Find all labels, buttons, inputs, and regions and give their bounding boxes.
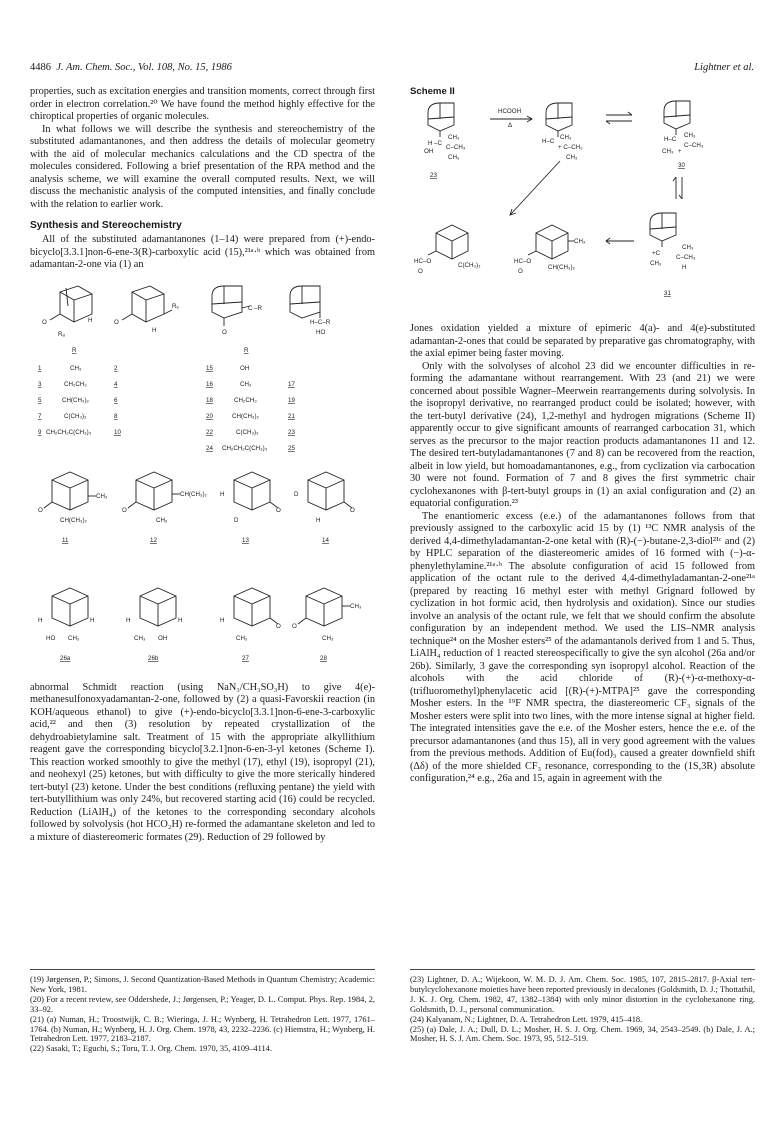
footnote: (24) Kalyanam, N.; Lightner, D. A. Tetrahedron Lett. 1979, 415–418. [410,1014,643,1024]
footnote: (25) (a) Dale, J. A.; Dull, D. L.; Mosher, H. S. J. Org. Chem. 1969, 34, 2543–2549. (b) Dale, J. A.; Mosher, H. S. J. Am. Chem. Soc. 1973, 95, 512–519. [410,1024,755,1044]
substituent: CH₃ [134,634,146,642]
substituent: D [294,490,299,498]
svg-text:CH₃: CH₃ [574,238,586,245]
substituent: CH₃ [156,516,168,524]
svg-text:+ C–CH₃: + C–CH₃ [558,144,583,151]
compound-number: 17 [288,380,295,388]
footnotes-left [30,969,375,1054]
svg-text:+C: +C [652,250,661,257]
substituent: H [316,516,321,524]
substituent: CH₃ [350,602,362,610]
table-right [206,365,295,452]
scheme-structure [414,225,481,275]
substituent: OH [158,634,168,642]
svg-text:O: O [292,622,297,630]
compound-number: 26b [148,654,159,662]
paragraph: All of the substituted adamantanones (1–14) were prepared from (+)-endo-bicyclo[3.3.1]non-6-ene-3(R)-carboxylic acid (15),²¹ᵃ·ᵇ which was obtained from adamantan-2-one via (1) an [30,234,375,270]
compound-number: 5 [38,396,42,404]
structures-figure [30,282,375,702]
header-author: Lightner et al. [694,62,754,73]
scheme-label: HC–O [414,258,432,265]
right-column [410,86,755,786]
svg-text:–C: –C [434,140,442,147]
page-number: 4486 [30,62,51,73]
scheme-label: OH [424,148,434,155]
reagent: HCOOH [498,108,522,115]
compound-number: 27 [242,654,249,662]
cage-structure [294,472,355,524]
svg-text:–R: –R [254,304,262,312]
footnote-rule [30,969,375,970]
left-column [30,86,375,844]
substituent: CH₂CH₃ [64,380,87,388]
compound-number: 14 [322,536,329,544]
substituent: OH [240,364,250,372]
svg-text:H: H [38,616,43,624]
footnote: (21) (a) Numan, H.; Troostwijk, C. B.; Wieringa, J. H.; Wynberg, H. Tetrahedron Lett. 1977, 1761–1764. (b) Numan, H.; Wynberg, H. J. Org. Chem. 1978, 43, 2232–2236. (c) Hiemstra, H.; Wynberg, H. Tetrahedron Lett. 1977, 2183–2187. [30,1014,375,1044]
compound-number: 13 [242,536,249,544]
paragraph: Jones oxidation yielded a mixture of epimeric 4(a)- and 4(e)-substituted adamantan-2-ones that could be separated by preparative gas chromatography, with the axial epimer being faster moving. [410,323,755,359]
footnote: (22) Sasaki, T.; Eguchi, S.; Toru, T. J. Org. Chem. 1970, 35, 4109–4114. [30,1044,272,1054]
svg-text:H–C: H–C [664,136,677,143]
svg-text:C: C [248,304,253,312]
substituent: HO [46,634,56,642]
scheme-structure [662,101,704,155]
cage-structure [126,588,182,642]
substituent: CH(CH₃)₂ [180,490,207,498]
scheme-label: CH₃ [684,132,696,139]
scheme-label: CH₃ [448,154,460,161]
svg-text:H–C–R: H–C–R [310,318,331,326]
substituent: CH₂CH₂C(CH₃)₃ [46,428,92,436]
scheme-label: CH₃ [448,134,460,141]
cage-structure [42,286,92,338]
paragraph: properties, such as excitation energies and transition moments, correct through first order in electron correlation.²⁰ We have found the method highly effective for the chiroptical properties of organic molecules. [30,86,375,122]
scheme-svg [410,99,755,317]
scheme-figure [410,99,755,317]
svg-text:C–CH₃: C–CH₃ [676,254,696,261]
svg-text:O: O [38,506,43,514]
substituent: C(CH₃)₃ [236,428,259,436]
substituent: CH₃ [322,634,334,642]
svg-text:H: H [220,616,225,624]
label-Re: Rₑ [172,302,179,310]
svg-text:+: + [678,148,682,155]
compound-number: 4 [114,380,118,388]
scheme-label: CH₃ [682,244,694,251]
scheme-label: O [418,268,423,275]
scheme-structure [650,213,696,271]
scheme-title: Scheme II [410,86,455,97]
compound-number: 24 [206,444,213,452]
header-left [30,62,232,73]
cage-structure [292,588,362,642]
table-left [38,365,121,436]
cage-structure [38,472,108,524]
compound-number: 8 [114,412,118,420]
cage-structure [290,286,331,336]
compound-number: 11 [62,536,69,544]
substituent: CH(CH₃)₂ [232,412,259,420]
table-header: R [244,346,249,354]
compound-number: 10 [114,428,121,436]
paragraph: Only with the solvolyses of alcohol 23 did we encounter difficulties in re-forming the adamantane without rearrangement. With 23 (and 21) we were concerned about possible Wagner–Meerwein rearrangements during solvolysis. In the isopropyl derivative, no rearranged product could be isolated; however, with the tert-butyl derivative (24), 1,2-methyl and hydrogen migrations (Scheme II) apparently occur to give significant amounts of rearranged carbocation 31, which serves as the precursor to the major reaction products adamantanones 11 and 12. The desired tert-butyladamantanones (7 and 8) can be recovered from the reaction, albeit in low yield, but homoadamantanones, e.g., from cyclization via carbocation 30 were not found. Formation of 7 and 8 gives the first symmetric chair cyclohexanones with β-tert-butyl groups in (1) an axial configuration and (2) an equatorial configuration.²³ [410,360,755,509]
svg-text:O: O [350,506,355,514]
scheme-structure [514,225,586,275]
scheme-label: CH₃ [566,154,578,161]
table-header: R [72,346,77,354]
svg-text:HC–O: HC–O [514,258,532,265]
compound-number: 21 [288,412,295,420]
compound-number: 23 [288,428,295,436]
compound-number: 25 [288,444,295,452]
compound-number: 12 [150,536,157,544]
scheme-label: C(CH₃)₃ [458,262,481,269]
footnote: (23) Lightner, D. A.; Wijekoon, W. M. D. J. Am. Chem. Soc. 1985, 107, 2815–2817. β-Axial tert-butylcyclohexanone moieties have been reported previously in decalones (Goldsmith, D. J.; Thottathil, J. K. J. Org. Chem. 1982, 47, 1382–1384) with only minor distortion in the cyclohexanone ring. Goldsmith, D. J., personal communication. [410,975,755,1014]
footnotes-right [410,969,755,1044]
substituent: CH₂CH₂C(CH₃)₃ [222,444,268,452]
compound-number: 7 [38,412,42,420]
substituent: H [220,490,225,498]
compound-number: 16 [206,380,213,388]
paragraph: In what follows we will describe the synthesis and stereochemistry of the substituted adamantanones, and then address the details of molecular geometry with the aid of molecular mechanics calculations and the CD spectra of the molecules considered. Following a brief presentation of the RPA method and the analysis scheme, we will examine the overall computed results. Next, we will discuss the mechanistic analysis of the computed intensities, and finally conclude with the relation to earlier work. [30,123,375,210]
substituent: CH₃ [240,380,252,388]
compound-number: 28 [320,654,327,662]
svg-text:H: H [126,616,131,624]
compound-number: 9 [38,428,42,436]
paragraph: abnormal Schmidt reaction (using NaN₃/CH₃SO₃H) to give 4(e)-methanesulfonoxyadamantan-2-one, followed by (2) a quasi-Favorskii reaction (in KOH/aqueous ethanol) to give (+)-endo-bicyclo[3.3.1]non-6-ene-3-carboxylic acid,²² and then (3) resolution by repeated crystallization of the dehydroabietylamine salt. Treatment of 15 with the appropriate alkyllithium reagent gave the corresponding bicyclo[3.2.1]non-6-en-3-yl ketones (Scheme I). This reaction worked smoothly to give the methyl (17), ethyl (19), isopropyl (21), and neohexyl (25) ketones, but with difficulty to give the more sterically hindered tert-butyl (23) ketone. Under the best conditions (refluxing pentane) the yield with tert-butyllithium was only 24%, but recovered starting acid (16) could be recycled. Reduction (LiAlH₄) of the ketones to the corresponding secondary alcohols followed by solvolysis (hot HCO₂H) re-formed the adamantane skeleton and led to a mixture of diastereomeric formates (29). Reduction of 29 followed by [30,681,375,843]
compound-number: 23 [430,172,437,179]
substituent: CH(CH₃)₂ [62,396,89,404]
scheme-label: CH₃ [662,148,674,155]
section-heading: Synthesis and Stereochemistry [30,220,182,231]
svg-text:CH₃: CH₃ [560,134,572,141]
paragraph: The enantiomeric excess (e.e.) of the adamantanones follows from that previously assigned to the carboxylic acid 15 by (1) ¹³C NMR analysis of the derived 4,4-dimethyladamantan-2-one ketal with (R)-(−)-butane-2,3-diol²¹ᶜ and (2) by HPLC separation of the diastereomeric amides of 16 formed with (−)-α-phenylethylamine.²¹ᵃ·ᵇ The absolute configuration of acid 15 followed from application of the octant rule to the derived 4,4-dimethyladamantan-2-one²¹ᵃ (prepared by reacting 16 methyl ester with methyl Grignard followed by cyclization in hot formic acid, then hydrolysis and oxidation). Since our studies involve an analysis of the octant rule, we felt that we should confirm the absolute configuration by an independent method. We used the LIS–NMR analysis technique²⁴ on the Mosher esters²⁵ of the adamantanols derived from 1 and 5. Thus, LiAlH₄ reduction of 1 reacted stereospecifically to give the syn alcohol (26a and/or 26b). Similarly, 3 gave the corresponding syn isopropyl alcohol. Reaction of the alcohols with the acid chloride of (R)-(+)-α-methoxy-α-(trifluoromethyl)phenylacetic acid [(R)-(+)-MTPA]²⁵ gave the corresponding Mosher esters. In the ¹⁹F NMR spectra, the diastereomeric CF₃ signals of the Mosher esters were split into two lines, with the more intense signal at higher field. The integrated intensities gave the e.e. of the Mosher esters, hence the e.e. of the precursor adamantanones (and thus 15), all in very good agreement with the values from the previous methods. Addition of Eu(fod)₃ caused a greater downfield shift (Δδ) of the more shielded CF₃ resonance, corresponding to the (1S,3R) absolute configuration,²⁴ e.g., 26a and 15, again in agreement with the [410,510,755,784]
footnote: (19) Jørgensen, P.; Simons, J. Second Quantization-Based Methods in Quantum Chemistry; Academic: New York, 1981. [30,975,375,994]
svg-text:H–C: H–C [542,138,555,145]
svg-text:C–CH₃: C–CH₃ [684,142,704,149]
label-Ra: Rₐ [58,330,65,338]
svg-text:H: H [88,316,93,324]
footnote-rule [410,969,755,970]
compound-number: 30 [678,162,685,169]
svg-text:O: O [222,328,227,336]
cage-structure [38,588,94,642]
cage-structure [220,588,281,642]
svg-text:O: O [276,622,281,630]
svg-text:H: H [90,616,95,624]
scheme-label: CH(CH₃)₂ [548,264,575,271]
substituent: D [234,516,239,524]
reagent-condition: Δ [508,122,513,129]
cage-structure [212,286,262,336]
journal-citation: J. Am. Chem. Soc., Vol. 108, No. 15, 1986 [56,62,232,73]
compound-number: 19 [288,396,295,404]
svg-text:CH₃: CH₃ [650,260,662,267]
svg-text:O: O [114,318,119,326]
compound-number: 31 [664,290,671,297]
substituent: C(CH₃)₃ [64,412,87,420]
scheme-label: H [428,140,433,147]
compound-number: 3 [38,380,42,388]
compound-number: 26a [60,654,71,662]
scheme-structure [542,103,583,161]
svg-text:O: O [518,268,523,275]
cage-structure [220,472,281,524]
scheme-label: H [682,264,687,271]
svg-text:H: H [178,616,183,624]
substituent: CH₃ [70,364,82,372]
compound-number: 18 [206,396,213,404]
label-HO: HO [316,328,326,336]
compound-number: 1 [38,364,42,372]
cage-structure [114,286,179,334]
compound-number: 15 [206,364,213,372]
label-H: H [152,326,157,334]
running-header [30,62,754,78]
svg-text:C–CH₃: C–CH₃ [446,144,466,151]
compound-number: 20 [206,412,213,420]
substituent: CH₃ [68,634,80,642]
svg-text:O: O [42,318,47,326]
compound-number: 2 [114,364,118,372]
substituent: CH₃ [236,634,248,642]
compound-number: 22 [206,428,213,436]
compound-number: 6 [114,396,118,404]
cage-structure [122,472,208,524]
substituent: CH₂CH₃ [234,396,257,404]
scheme-structure [424,103,466,161]
svg-text:O: O [276,506,281,514]
structures-svg [30,282,375,702]
substituent: CH₃ [96,492,108,500]
svg-text:O: O [122,506,127,514]
substituent: CH(CH₃)₂ [60,516,87,524]
footnote: (20) For a recent review, see Oddershede, J.; Jørgensen, P.; Yeager, D. L. Comput. Phys. Rep. 1984, 2, 33–92. [30,994,375,1014]
